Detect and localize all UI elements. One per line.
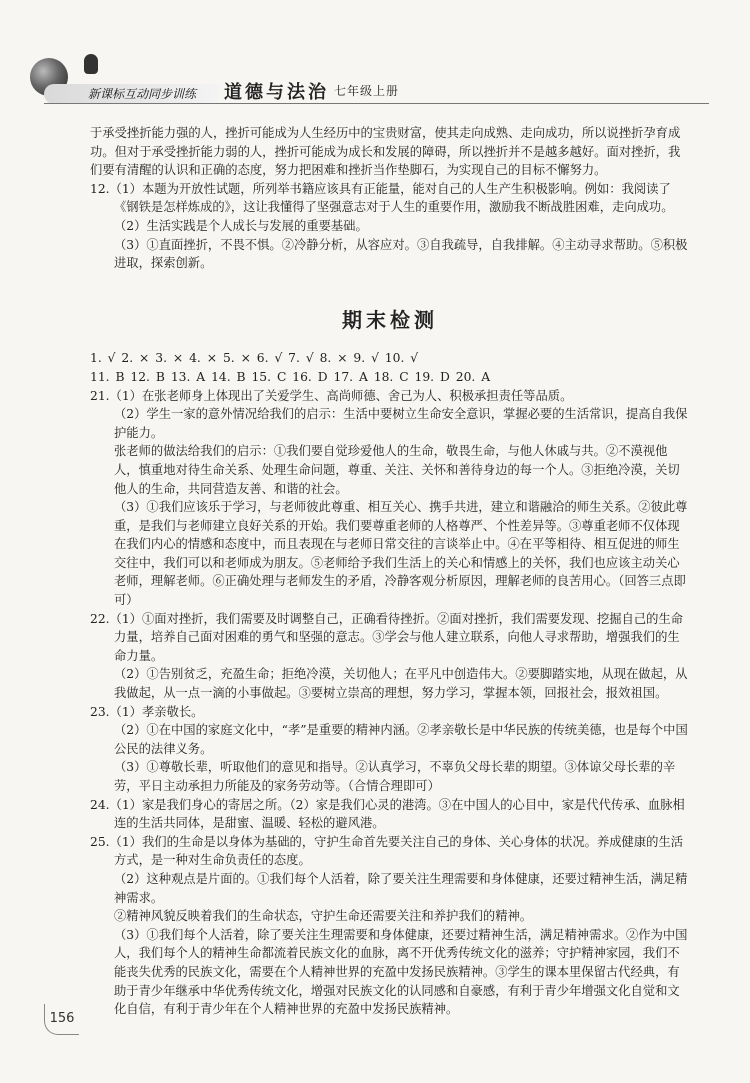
answer-row-1: 1. √ 2. × 3. × 4. × 5. × 6. √ 7. √ 8. × 9. √ 10. √	[90, 351, 419, 366]
question-23-part-2: （2）①在中国的家庭文化中，“孝”是重要的精神内涵。②孝亲敬长是中华民族的传统美德，也是每个中国公民的法律义务。	[114, 723, 688, 756]
question-23-part-3: （3）①尊敬长辈，听取他们的意见和指导。②认真学习，不辜负父母长辈的期望。③体谅父母长辈的辛劳，平日主动承担力所能及的家务劳动等。（合情合理即可）	[114, 760, 676, 793]
question-21-part-2b: 张老师的做法给我们的启示：①我们要自觉珍爱他人的生命，敬畏生命，与他人休戚与共。②不漠视他人，慎重地对待生命关系、处理生命问题，尊重、关注、关怀和善待身边的每一个人。③拒绝冷漠，关切他人的生命，共同营造友善、和谐的社会。	[114, 444, 680, 496]
page-number: 156	[44, 1004, 79, 1035]
question-25-part-2b: ②精神风貌反映着我们的生命状态，守护生命还需要关注和养护我们的精神。	[114, 909, 533, 924]
question-24: 24.（1）家是我们身心的寄居之所。（2）家是我们心灵的港湾。③在中国人的心目中，家是代代传承、血脉相连的生活共同体，是甜蜜、温暖、轻松的避风港。	[90, 797, 685, 831]
grade-label: 七年级上册	[334, 84, 400, 98]
mascot-icon	[84, 54, 98, 74]
section-title: 期末检测	[342, 307, 438, 332]
question-21-part-3: （3）①我们应该乐于学习，与老师彼此尊重、相互关心、携手共进，建立和谐融洽的师生关系。②彼此尊重，是我们与老师建立良好关系的开始。我们要尊重老师的人格尊严、个性差异等。③尊重老师不仅体现在我们内心的情感和态度中，而且表现在与老师日常交往的言谈举止中。④在平等相待、相互促进的师生交往中，我们可以和老师成为朋友。⑤老师给予我们生活上的关心和情感上的关怀，我们也应该主动关心老师，理解老师。⑥正确处理与老师发生的矛盾，冷静客观分析原因，理解老师的良苦用心。（回答三点即可）	[114, 500, 688, 608]
question-25-part-2: （2）这种观点是片面的。①我们每个人活着，除了要关注生理需要和身体健康，还要过精神生活，满足精神需求。	[114, 871, 688, 905]
series-name: 新课标互动同步训练	[88, 87, 197, 101]
answer-row-2: 11. B 12. B 13. A 14. B 15. C 16. D 17. A 18. C 19. D 20. A	[90, 369, 491, 384]
question-21-part-1: 21.（1）在张老师身上体现出了关爱学生、高尚师德、舍己为人、积极承担责任等品质。	[90, 388, 573, 403]
question-12-part-3: （3）①直面挫折，不畏不惧。②冷静分析，从容应对。③自我疏导，自我排解。④主动寻求帮助。⑤积极进取，探索创新。	[114, 237, 688, 271]
question-12-part-1: 12.（1）本题为开放性试题，所列举书籍应该具有正能量，能对自己的人生产生积极影响。例如：我阅读了《钢铁是怎样炼成的》，这让我懂得了坚强意志对于人生的重要作用，激励我不断战胜困难，走向成功。	[90, 181, 674, 215]
question-12-part-2: （2）生活实践是个人成长与发展的重要基础。	[114, 218, 368, 233]
question-23-part-1: 23.（1）孝亲敬长。	[90, 704, 204, 719]
question-22-part-1: 22.（1）①面对挫折，我们需要及时调整自己，正确看待挫折。②面对挫折，我们需要发现、挖掘自己的生命力量，培养自己面对困难的勇气和坚强的意志。③学会与他人建立联系，向他人寻求帮助，增强我们的生命力量。	[90, 611, 684, 663]
continued-paragraph: 于承受挫折能力强的人，挫折可能成为人生经历中的宝贵财富，使其走向成熟、走向成功，所以说挫折孕育成功。但对于承受挫折能力弱的人，挫折可能成为成长和发展的障碍，所以挫折并不是越多越好。面对挫折，我们要有清醒的认识和正确的态度，努力把困难和挫折当作垫脚石，为实现自己的目标不懈努力。	[90, 126, 681, 178]
question-25-part-1: 25.（1）我们的生命是以身体为基础的，守护生命首先要关注自己的身体、关心身体的状况。养成健康的生活方式，是一种对生命负责任的态度。	[90, 834, 684, 868]
question-22-part-2: （2）①告别贫乏，充盈生命；拒绝冷漠，关切他人；在平凡中创造伟大。②要脚踏实地，从现在做起，从我做起，从一点一滴的小事做起。③要树立崇高的理想，努力学习，掌握本领，回报社会，报效祖国。	[114, 667, 688, 701]
page-header	[0, 0, 750, 120]
page-content	[90, 124, 690, 1019]
subject-title: 道德与法治	[224, 82, 329, 103]
header-rule	[44, 103, 709, 104]
question-25-part-3: （3）①我们每个人活着，除了要关注生理需要和身体健康，还要过精神生活，满足精神需求。②作为中国人，我们每个人的精神生命都流着民族文化的血脉，离不开优秀传统文化的滋养；守护精神家园，我们不能丧失优秀的民族文化，需要在个人精神世界的充盈中发扬民族精神。③学生的课本里保留古代经典，有助于青少年继承中华优秀传统文化，增强对民族文化的认同感和自豪感，有利于青少年增强文化自觉和文化自信，有利于青少年在个人精神世界的充盈中发扬民族精神。	[114, 927, 688, 1017]
question-21-part-2: （2）学生一家的意外情况给我们的启示：生活中要树立生命安全意识，掌握必要的生活常识，提高自我保护能力。	[114, 407, 688, 440]
